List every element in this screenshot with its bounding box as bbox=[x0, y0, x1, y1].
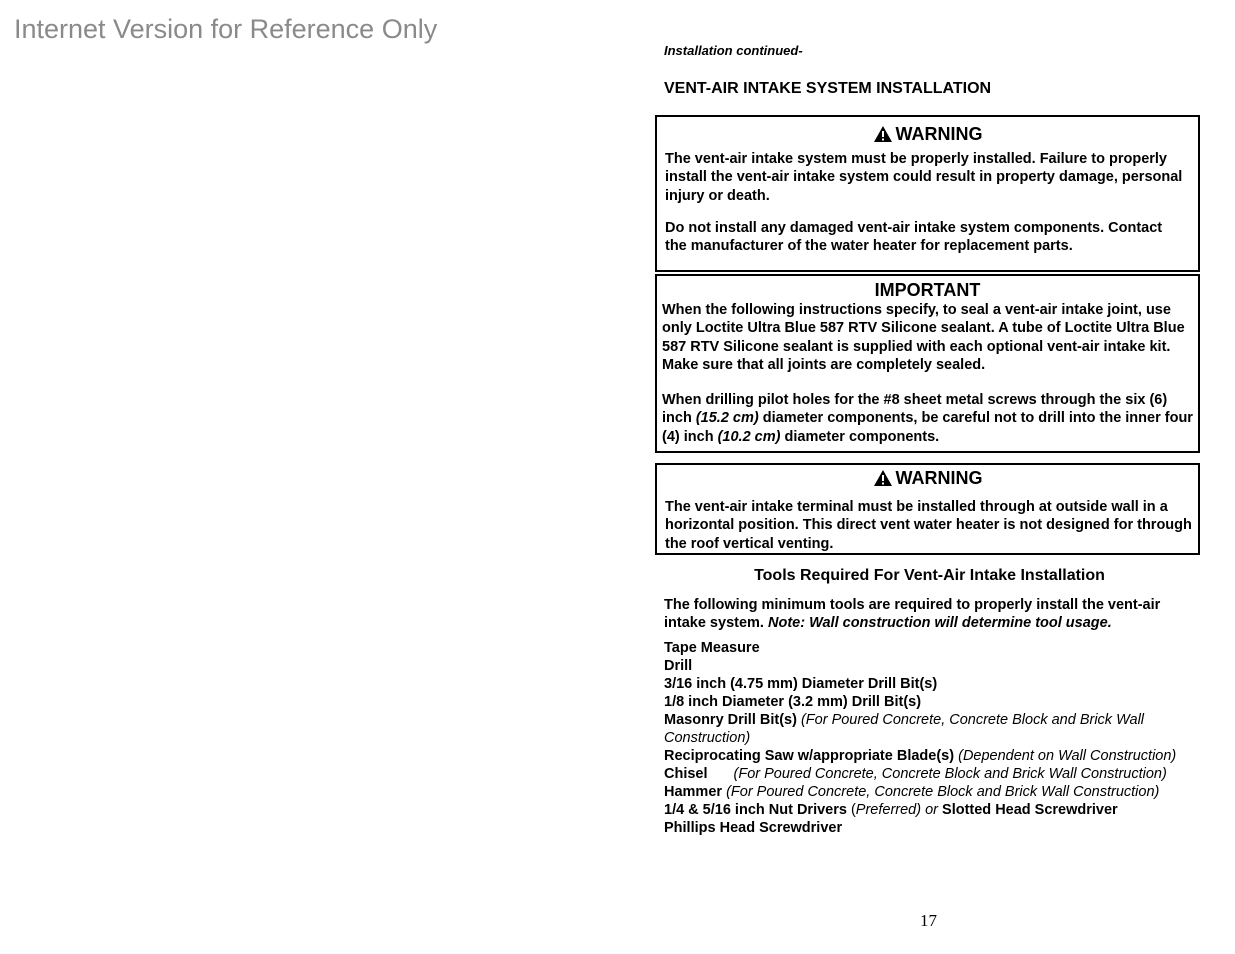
tool-note: (For Poured Concrete, Concrete Block and Brick Wall Construction) bbox=[733, 766, 1167, 782]
warning-triangle-icon bbox=[873, 469, 893, 487]
watermark: Internet Version for Reference Only bbox=[14, 14, 438, 44]
tool-note: (Dependent on Wall Construction) bbox=[958, 748, 1177, 764]
list-item bbox=[664, 639, 1199, 657]
warning-heading-1 bbox=[657, 123, 1198, 145]
section-title: VENT-AIR INTAKE SYSTEM INSTALLATION bbox=[664, 80, 992, 97]
list-item bbox=[664, 819, 1199, 837]
tool-note: (For Poured Concrete, Concrete Block and Brick Wall Construction) bbox=[726, 784, 1160, 800]
tools-title: Tools Required For Vent-Air Intake Installation bbox=[754, 567, 1105, 584]
warning-triangle-icon bbox=[873, 125, 893, 143]
warning-box-2 bbox=[655, 463, 1200, 555]
list-item bbox=[664, 765, 1199, 783]
list-item bbox=[664, 657, 1199, 675]
important-p2-metric-2: (10.2 cm) bbox=[717, 428, 781, 445]
tools-intro-note: Note: Wall construction will determine tool usage. bbox=[767, 615, 1112, 632]
tools-list bbox=[664, 639, 1199, 837]
tool-paren: ( bbox=[846, 802, 856, 818]
warning-box-1 bbox=[655, 115, 1200, 272]
tool-note: (For Poured Concrete, Concrete Block and Brick Wall Construction) bbox=[664, 712, 1145, 746]
important-p2-text-a: When drilling pilot holes for the #8 sheet metal screws through the six (6) inch bbox=[662, 392, 1168, 427]
warning-heading-2 bbox=[657, 467, 1198, 489]
tool-name: Tape Measure bbox=[664, 640, 760, 656]
tool-name: Masonry Drill Bit(s) bbox=[664, 712, 797, 728]
tool-name: Hammer bbox=[664, 784, 723, 800]
warning-1-paragraph-2: Do not install any damaged vent-air intake system components. Contact the manufacturer of the water heater for replacement parts. bbox=[665, 220, 1163, 255]
continued-label: Installation continued- bbox=[664, 43, 803, 58]
list-item bbox=[664, 783, 1199, 801]
tools-intro-text: The following minimum tools are required to properly install the vent-air intake system. bbox=[664, 597, 1161, 632]
important-paragraph-1: When the following instructions specify, to seal a vent-air intake joint, use only Loctite Ultra Blue 587 RTV Silicone sealant. A tube of Loctite Ultra Blue 587 RTV Silicone sealant is supplied with each optional vent-air intake kit. Make sure that all joints are completely sealed. bbox=[662, 302, 1185, 373]
warning-1-paragraph-1: The vent-air intake system must be properly installed. Failure to properly install the vent-air intake system could result in property damage, personal injury or death. bbox=[665, 151, 1183, 204]
warning-heading-text-1: WARNING bbox=[895, 124, 983, 144]
list-item bbox=[664, 711, 1199, 747]
list-item bbox=[664, 693, 1199, 711]
page-number: 17 bbox=[920, 911, 937, 930]
important-paragraph-2 bbox=[662, 391, 1197, 446]
tool-note: Preferred) or bbox=[855, 802, 938, 818]
tool-name: Chisel bbox=[664, 766, 708, 782]
important-heading: IMPORTANT bbox=[874, 280, 981, 300]
important-p2-metric-1: (15.2 cm) bbox=[695, 410, 759, 427]
warning-2-paragraph-1: The vent-air intake terminal must be installed through at outside wall in a horizontal position. This direct vent water heater is not designed for through the roof vertical venting. bbox=[665, 499, 1192, 552]
tool-name: Drill bbox=[664, 658, 693, 674]
list-item bbox=[664, 675, 1199, 693]
important-p2-text-e: diameter components. bbox=[780, 428, 940, 445]
tool-name: Slotted Head Screwdriver bbox=[938, 802, 1118, 818]
tool-name: 1/8 inch Diameter (3.2 mm) Drill Bit(s) bbox=[664, 694, 922, 710]
important-p2-text-c: diameter components, be careful not to drill into the inner four (4) inch bbox=[662, 410, 1193, 445]
list-item bbox=[664, 747, 1199, 765]
tool-name: Phillips Head Screwdriver bbox=[664, 820, 843, 836]
important-box bbox=[655, 274, 1200, 453]
warning-heading-text-2: WARNING bbox=[895, 468, 983, 488]
tool-name: Reciprocating Saw w/appropriate Blade(s) bbox=[664, 748, 955, 764]
tool-name: 1/4 & 5/16 inch Nut Drivers bbox=[664, 802, 847, 818]
tool-name: 3/16 inch (4.75 mm) Diameter Drill Bit(s) bbox=[664, 676, 938, 692]
tools-intro bbox=[664, 596, 1194, 633]
list-item bbox=[664, 801, 1199, 819]
